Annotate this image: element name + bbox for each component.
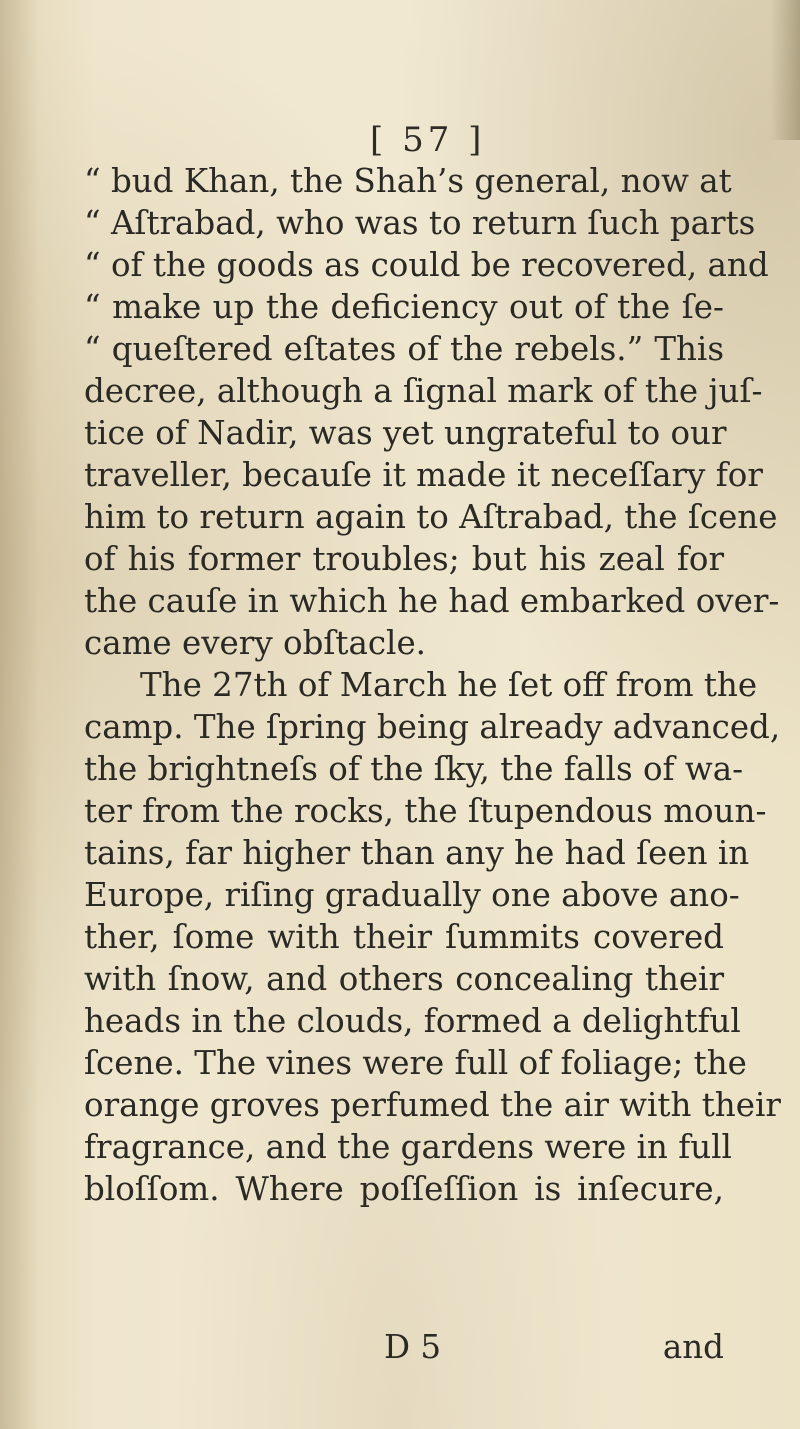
text-line: of his former troubles; but his zeal for xyxy=(84,540,724,578)
text-line: Europe, riſing gradually one above ano- xyxy=(84,876,740,914)
text-line: bloſſom. Where poſſeſſion is inſecure, xyxy=(84,1170,724,1208)
footer-line xyxy=(84,1326,724,1368)
text-line: decree, although a ſignal mark of the juſ- xyxy=(84,372,763,410)
text-line: camp. The ſpring being already advanced, xyxy=(84,708,781,746)
body-text xyxy=(84,160,781,1210)
text-line: tains, far higher than any he had ſeen in xyxy=(84,834,750,872)
text-line: ter from the rocks, the ſtupendous moun- xyxy=(84,792,767,830)
signature-mark: D 5 xyxy=(384,1328,442,1366)
text-line: The 27th of March he ſet off from the xyxy=(140,666,758,704)
text-line: came every obſtacle. xyxy=(84,624,427,662)
page-number: [ 57 ] xyxy=(370,120,486,160)
text-line: the brightneſs of the ſky, the falls of wa- xyxy=(84,750,744,788)
text-line: ſcene. The vines were full of foliage; the xyxy=(84,1044,747,1082)
text-line: “ make up the deficiency out of the ſe- xyxy=(84,288,724,326)
text-line: him to return again to Aſtrabad, the ſcene xyxy=(84,498,778,536)
text-line: heads in the clouds, formed a delightful xyxy=(84,1002,741,1040)
text-line: “ bud Khan, the Shah’s general, now at xyxy=(84,162,732,200)
text-line: “ Aſtrabad, who was to return ſuch parts xyxy=(84,204,756,242)
page-edge-shadow xyxy=(0,0,40,1429)
text-line: tice of Nadir, was yet ungrateful to our xyxy=(84,414,727,452)
catchword: and xyxy=(662,1328,724,1366)
corner-stain xyxy=(770,0,800,140)
text-line: with ſnow, and others concealing their xyxy=(84,960,724,998)
text-line: orange groves perfumed the air with their xyxy=(84,1086,781,1124)
text-line: fragrance, and the gardens were in full xyxy=(84,1128,732,1166)
text-line: ther, ſome with their ſummits covered xyxy=(84,918,724,956)
text-line: the cauſe in which he had embarked over- xyxy=(84,582,780,620)
text-line: traveller, becauſe it made it neceſſary for xyxy=(84,456,763,494)
text-line: “ of the goods as could be recovered, and xyxy=(84,246,769,284)
text-line: “ queſtered eſtates of the rebels.” This xyxy=(84,330,724,368)
